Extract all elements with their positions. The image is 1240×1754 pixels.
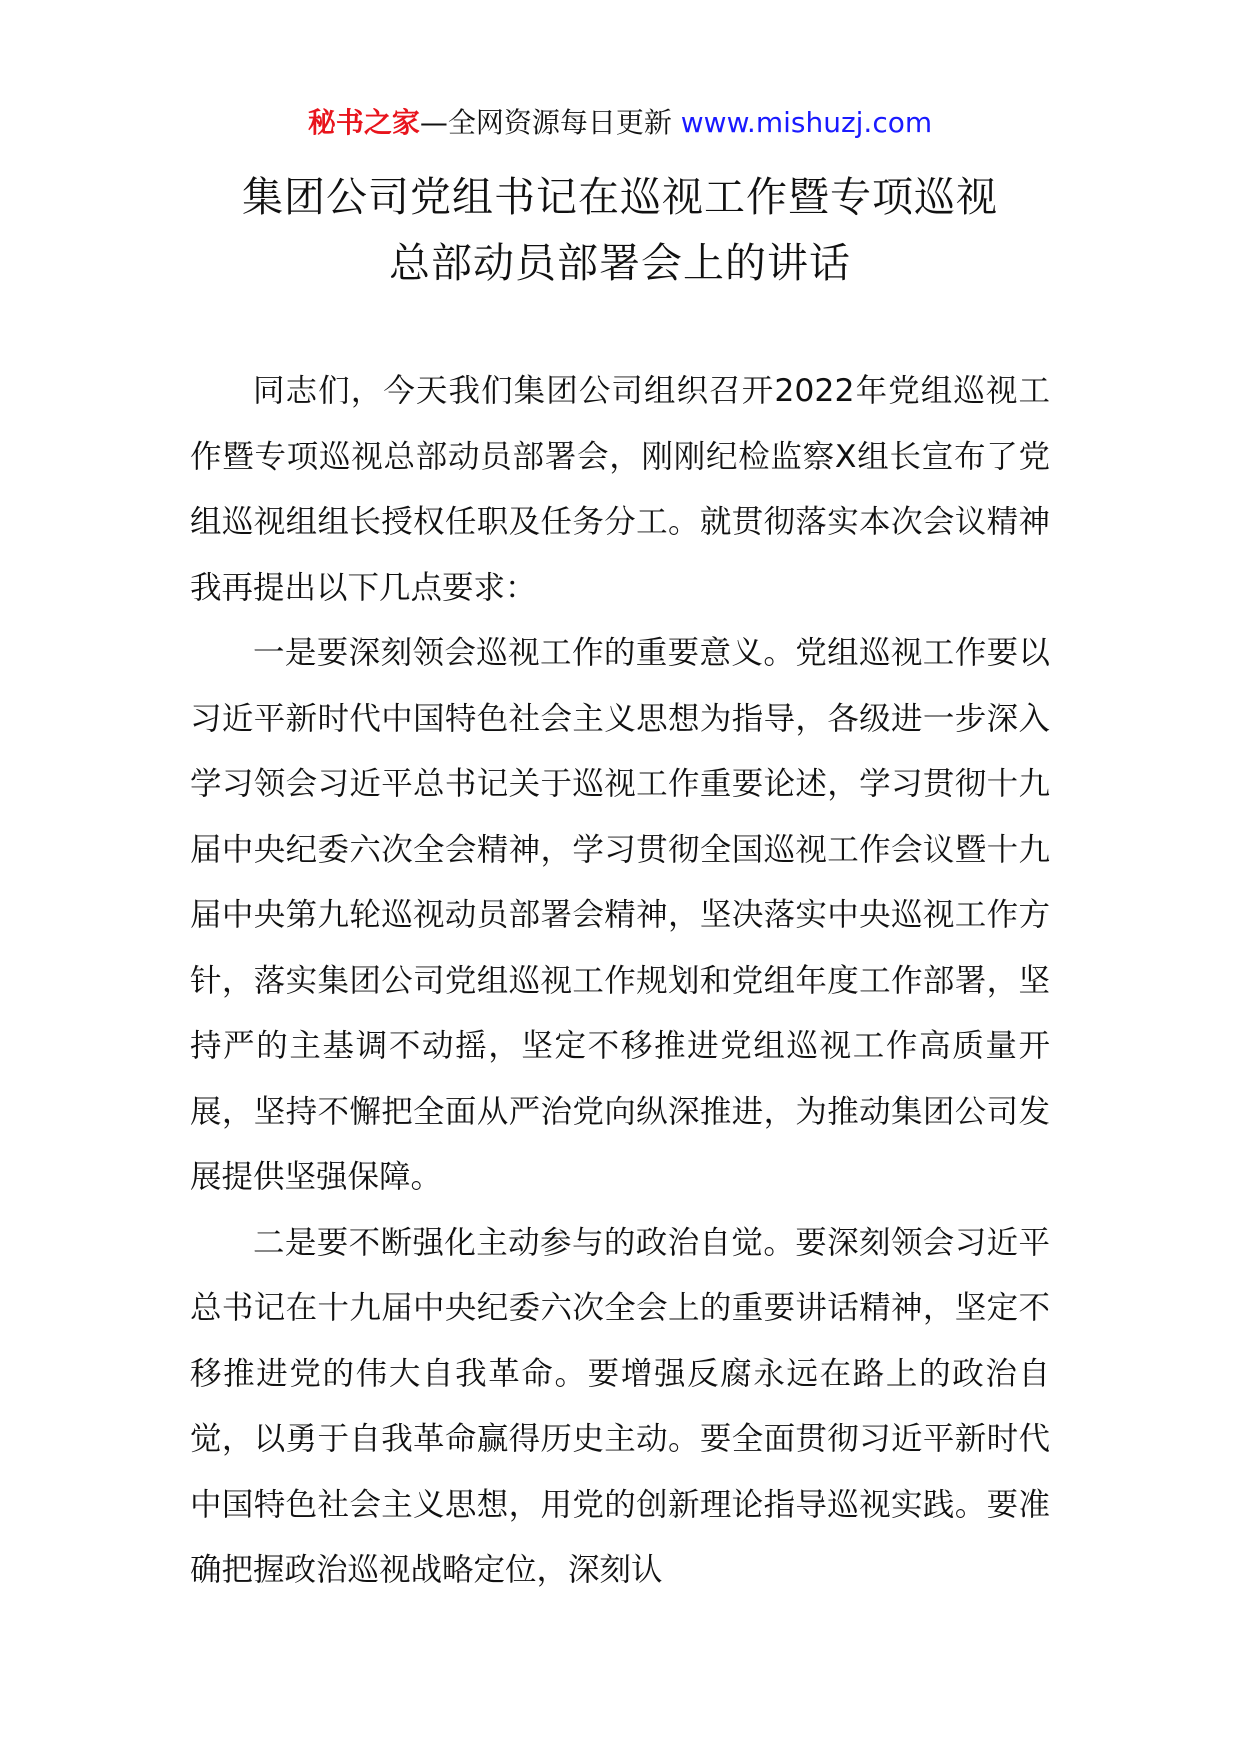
brand-name: 秘书之家 — [307, 106, 420, 139]
paragraph-opening: 同志们，今天我们集团公司组织召开2022年党组巡视工作暨专项巡视总部动员部署会，刚刚纪检监察X组长宣布了党组巡视组组长授权任职及任务分工。就贯彻落实本次会议精神我再提出以下几点要求： — [190, 373, 1050, 606]
paragraph-point-one: 一是要深刻领会巡视工作的重要意义。党组巡视工作要以习近平新时代中国特色社会主义思想为指导，各级进一步深入学习领会习近平总书记关于巡视工作重要论述，学习贯彻十九届中央纪委六次全会精神，学习贯彻全国巡视工作会议暨十九届中央第九轮巡视动员部署会精神，坚决落实中央巡视工作方针，落实集团公司党组巡视工作规划和党组年度工作部署，坚持严的主基调不动摇，坚定不移推进党组巡视工作高质量开展，坚持不懈把全面从严治党向纵深推进，为推动集团公司发展提供坚强保障。 — [190, 635, 1050, 1195]
document-title — [140, 164, 1100, 296]
site-url-link[interactable]: www.mishuzj.com — [680, 106, 933, 139]
paragraph-point-two: 二是要不断强化主动参与的政治自觉。要深刻领会习近平总书记在十九届中央纪委六次全会上的重要讲话精神，坚定不移推进党的伟大自我革命。要增强反腐永远在路上的政治自觉，以勇于自我革命赢得历史主动。要全面贯彻习近平新时代中国特色社会主义思想，用党的创新理论指导巡视实践。要准确把握政治巡视战略定位，深刻认 — [190, 1224, 1050, 1588]
site-header — [0, 103, 1240, 143]
title-line-1: 集团公司党组书记在巡视工作暨专项巡视 — [242, 173, 998, 221]
title-line-2: 总部动员部署会上的讲话 — [389, 239, 851, 287]
header-tagline: —全网资源每日更新 — [419, 106, 681, 139]
document-body — [190, 359, 1050, 1604]
